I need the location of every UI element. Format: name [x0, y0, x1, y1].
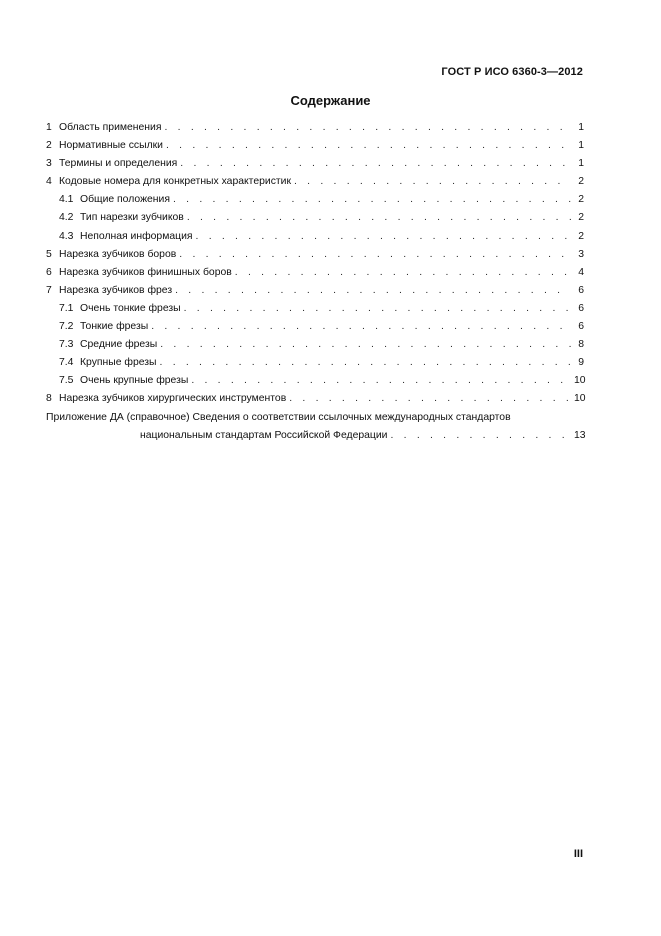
toc-entry-label: Общие положения [80, 194, 170, 206]
toc-entry-label: Очень тонкие фрезы [80, 302, 181, 314]
toc-entry-number: 4.3 [59, 230, 74, 242]
toc-entry-7[interactable] [46, 284, 584, 302]
toc-entry-page: 6 [578, 302, 584, 314]
annex-title-line-2: национальным стандартам Российской Федерации [140, 429, 388, 441]
toc-entry-page: 4 [578, 266, 584, 278]
dot-leader [173, 193, 571, 207]
toc-entry-label: Кодовые номера для конкретных характеристик [59, 176, 291, 188]
toc-entry-4-2[interactable] [46, 211, 584, 229]
dot-leader [160, 356, 571, 370]
dot-leader [179, 248, 571, 262]
toc-entry-label: Нарезка зубчиков боров [59, 248, 177, 260]
toc-entry-label: Нарезка зубчиков фрез [59, 284, 173, 296]
toc-entry-number: 1 [46, 122, 52, 133]
toc-entry-label: Крупные фрезы [80, 357, 157, 369]
annex-title-line-1: Сведения о соответствии ссылочных международных стандартов [192, 411, 511, 423]
toc-entry-4-3[interactable] [46, 230, 584, 248]
dot-leader [191, 374, 571, 388]
toc-annex-line-1[interactable] [46, 411, 584, 429]
toc-entry-label: Нарезка зубчиков хирургических инструментов [59, 393, 287, 405]
toc-entry-label: Область применения [59, 122, 162, 133]
annex-prefix: Приложение ДА (справочное) [46, 411, 190, 423]
toc-entry-number: 7.2 [59, 321, 74, 333]
toc-entry-6[interactable] [46, 266, 584, 284]
page-number: III [573, 848, 583, 860]
dot-leader [289, 392, 571, 406]
toc-entry-page: 10 [574, 375, 586, 387]
toc-entry-7-1[interactable] [46, 302, 584, 320]
dot-leader [160, 338, 571, 352]
toc-entry-7-2[interactable] [46, 320, 584, 338]
toc-entry-page: 1 [578, 158, 584, 170]
toc-entry-number: 7.1 [59, 302, 74, 314]
toc-entry-number: 5 [46, 248, 52, 260]
dot-leader [151, 320, 571, 334]
toc-entry-number: 6 [46, 266, 52, 278]
toc-entry-page: 10 [574, 393, 586, 405]
dot-leader [175, 284, 571, 298]
toc-entry-2[interactable] [46, 139, 584, 157]
toc-entry-number: 7.4 [59, 357, 74, 369]
table-of-contents [46, 121, 584, 447]
toc-entry-number: 4.2 [59, 212, 74, 224]
dot-leader [166, 139, 571, 153]
toc-entry-label: Термины и определения [59, 158, 178, 170]
toc-entry-1[interactable] [46, 121, 584, 139]
document-code: ГОСТ Р ИСО 6360-3—2012 [441, 66, 583, 78]
toc-entry-page: 3 [578, 248, 584, 260]
toc-entry-page: 1 [578, 140, 584, 152]
toc-entry-number: 2 [46, 140, 52, 152]
dot-leader [390, 429, 571, 443]
toc-entry-7-3[interactable] [46, 338, 584, 356]
toc-entry-page: 9 [578, 357, 584, 369]
toc-entry-number: 7.3 [59, 339, 74, 351]
toc-entry-label: Неполная информация [80, 230, 193, 242]
dot-leader [164, 121, 571, 135]
toc-entry-label: Нормативные ссылки [59, 140, 163, 152]
toc-entry-page: 13 [574, 429, 586, 441]
dot-leader [187, 211, 571, 225]
toc-annex-line-2[interactable] [46, 429, 584, 447]
toc-entry-label: Тип нарезки зубчиков [80, 212, 184, 224]
toc-entry-5[interactable] [46, 248, 584, 266]
dot-leader [196, 230, 571, 244]
toc-entry-4-1[interactable] [46, 193, 584, 211]
toc-entry-label: Очень крупные фрезы [80, 375, 189, 387]
dot-leader [235, 266, 571, 280]
toc-entry-number: 3 [46, 158, 52, 170]
toc-entry-8[interactable] [46, 392, 584, 410]
page-title: Содержание [290, 93, 371, 108]
toc-entry-page: 2 [578, 194, 584, 206]
toc-entry-label: Нарезка зубчиков финишных боров [59, 266, 232, 278]
dot-leader [184, 302, 571, 316]
toc-entry-number: 7.5 [59, 375, 74, 387]
toc-entry-page: 6 [578, 284, 584, 296]
toc-entry-page: 8 [578, 339, 584, 351]
toc-entry-label: Тонкие фрезы [80, 321, 149, 333]
toc-entry-number: 7 [46, 284, 52, 296]
toc-entry-page: 6 [578, 321, 584, 333]
toc-entry-number: 4 [46, 176, 52, 188]
dot-leader [294, 175, 571, 189]
toc-entry-number: 8 [46, 393, 52, 405]
toc-entry-page: 1 [578, 122, 584, 133]
toc-entry-4[interactable] [46, 175, 584, 193]
toc-entry-page: 2 [578, 176, 584, 188]
toc-entry-7-5[interactable] [46, 374, 584, 392]
toc-entry-page: 2 [578, 212, 584, 224]
toc-entry-3[interactable] [46, 157, 584, 175]
toc-entry-7-4[interactable] [46, 356, 584, 374]
dot-leader [180, 157, 571, 171]
toc-entry-label: Средние фрезы [80, 339, 158, 351]
toc-entry-page: 2 [578, 230, 584, 242]
toc-entry-number: 4.1 [59, 194, 74, 206]
